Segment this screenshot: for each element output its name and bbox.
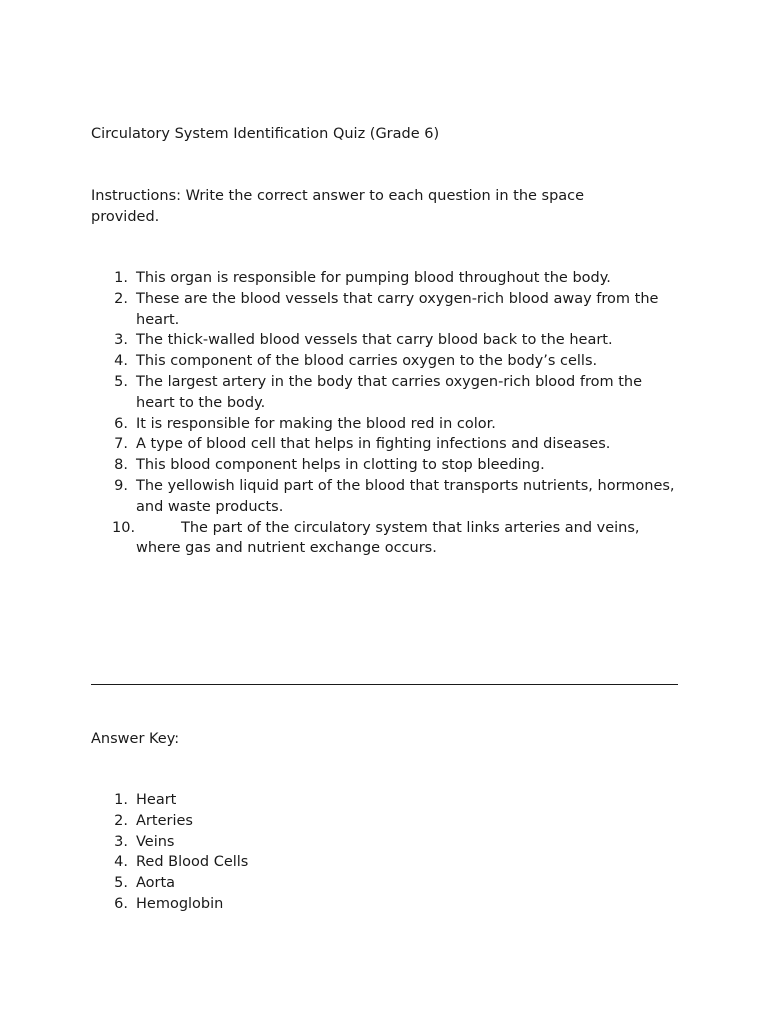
answer-number: 5. <box>114 875 128 892</box>
answer-key-title: Answer Key: <box>91 731 180 747</box>
answer-number: 4. <box>114 854 128 871</box>
list-item <box>91 832 248 853</box>
question-text: This organ is responsible for pumping blood throughout the body. <box>136 270 611 286</box>
answer-list <box>91 790 248 915</box>
answer-text: Red Blood Cells <box>136 854 249 871</box>
answer-text: Heart <box>136 792 177 808</box>
answer-text: Hemoglobin <box>136 895 224 912</box>
question-number: 2. <box>114 290 128 307</box>
question-text: The part of the circulatory system that links arteries and veins, where gas and nutrient exchange occurs. <box>136 519 640 557</box>
instructions-text: Instructions: Write the correct answer to each question in the space provided. <box>91 188 585 225</box>
section-divider <box>91 684 678 685</box>
list-item <box>91 894 248 915</box>
list-item <box>91 268 679 289</box>
list-item <box>91 330 679 351</box>
question-text: The thick-walled blood vessels that carry blood back to the heart. <box>136 332 613 349</box>
question-number: 8. <box>114 457 128 474</box>
question-number: 10. <box>112 519 136 536</box>
question-number: 9. <box>114 477 128 494</box>
list-item <box>91 372 679 414</box>
question-text: It is responsible for making the blood red in color. <box>136 415 496 432</box>
question-number: 1. <box>114 270 128 286</box>
list-item <box>91 455 679 476</box>
question-number: 6. <box>114 415 128 432</box>
answer-number: 6. <box>114 895 128 912</box>
list-item <box>91 414 679 435</box>
answer-number: 3. <box>114 833 128 850</box>
question-list <box>91 268 679 559</box>
list-item <box>91 811 248 832</box>
list-item <box>91 434 679 455</box>
answer-number: 1. <box>114 792 128 808</box>
list-item <box>91 476 679 518</box>
list-item <box>91 351 679 372</box>
list-item <box>91 518 679 560</box>
list-item <box>91 852 248 873</box>
answer-number: 2. <box>114 812 128 829</box>
answer-text: Veins <box>136 833 175 850</box>
question-number: 3. <box>114 332 128 349</box>
list-item <box>91 289 679 331</box>
question-text: A type of blood cell that helps in fighting infections and diseases. <box>136 436 611 453</box>
answer-text: Arteries <box>136 812 193 829</box>
list-item <box>91 873 248 894</box>
answer-text: Aorta <box>136 875 176 892</box>
list-item <box>91 790 248 811</box>
quiz-title: Circulatory System Identification Quiz (Grade 6) <box>91 126 440 142</box>
question-text: This component of the blood carries oxygen to the body’s cells. <box>136 353 598 370</box>
question-number: 5. <box>114 373 128 390</box>
question-text: These are the blood vessels that carry oxygen-rich blood away from the heart. <box>136 290 659 328</box>
question-text: The yellowish liquid part of the blood that transports nutrients, hormones, and waste products. <box>136 477 675 515</box>
question-text: This blood component helps in clotting to stop bleeding. <box>136 457 545 474</box>
question-number: 4. <box>114 353 128 370</box>
question-number: 7. <box>114 436 128 453</box>
question-text: The largest artery in the body that carries oxygen-rich blood from the heart to the body. <box>136 373 643 411</box>
